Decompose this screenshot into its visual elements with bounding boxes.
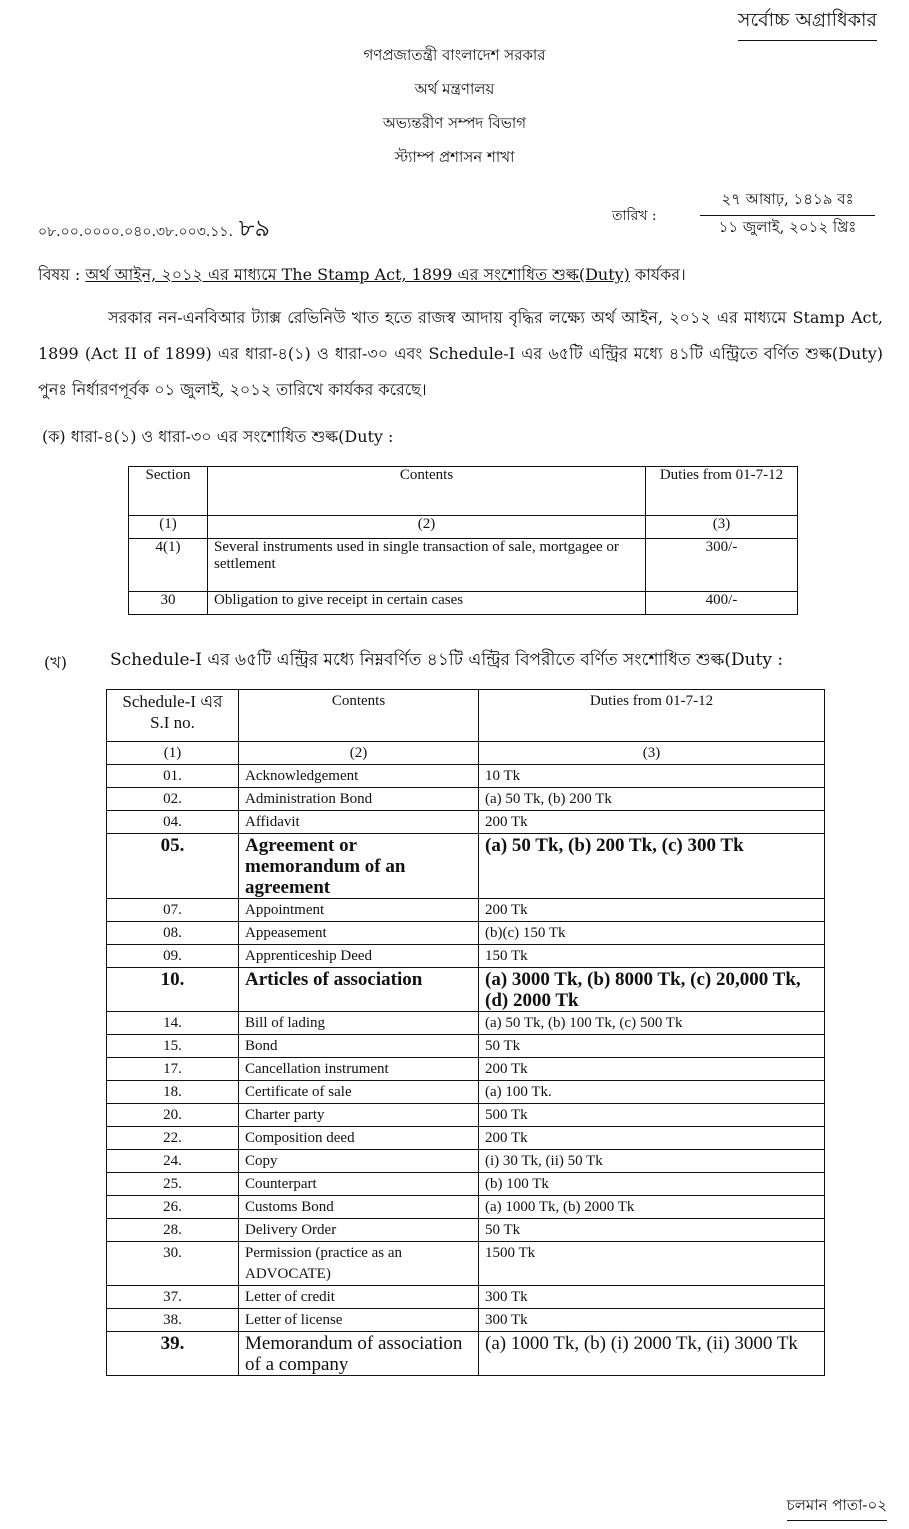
table-row [107, 1127, 825, 1150]
table-header-row [129, 467, 798, 516]
table-row [107, 811, 825, 834]
table-cell: 10 Tk [479, 765, 825, 788]
table-number-row [107, 742, 825, 765]
table-cell: Customs Bond [239, 1196, 479, 1219]
table-cell: 17. [107, 1058, 239, 1081]
table-cell: Appeasement [239, 922, 479, 945]
table-cell: (b) 100 Tk [479, 1173, 825, 1196]
table-cell: (a) 3000 Tk, (b) 8000 Tk, (c) 20,000 Tk, (d) 2000 Tk [479, 968, 825, 1012]
table-cell: Cancellation instrument [239, 1058, 479, 1081]
header-ministry: অর্থ মন্ত্রণালয় [414, 80, 495, 98]
table-row [107, 1196, 825, 1219]
table-cell: 300 Tk [479, 1286, 825, 1309]
table-cell: 200 Tk [479, 1127, 825, 1150]
table-cell: Permission (practice as an ADVOCATE) [239, 1242, 479, 1286]
table-cell: 50 Tk [479, 1035, 825, 1058]
table-cell: 15. [107, 1035, 239, 1058]
table-cell: (a) 50 Tk, (b) 100 Tk, (c) 500 Tk [479, 1012, 825, 1035]
table-header-cell: Contents [239, 690, 479, 742]
table-row [107, 899, 825, 922]
table-cell: 37. [107, 1286, 239, 1309]
table-row [107, 1058, 825, 1081]
table-cell: 10. [107, 968, 239, 1012]
table-cell: Appointment [239, 899, 479, 922]
table-row [129, 539, 798, 592]
table-row [107, 1012, 825, 1035]
table-cell: (1) [107, 742, 239, 765]
header-division: অভ্যন্তরীণ সম্পদ বিভাগ [382, 114, 527, 132]
schedule-duty-table [106, 689, 825, 1376]
table-cell: 150 Tk [479, 945, 825, 968]
table-cell: 38. [107, 1309, 239, 1332]
table-row [107, 968, 825, 1012]
table-row [129, 592, 798, 615]
table-row [107, 1173, 825, 1196]
table-cell: 200 Tk [479, 899, 825, 922]
date-bangla: ২৭ আষাঢ়, ১৪১৯ বঃ [700, 188, 875, 216]
table-cell: Delivery Order [239, 1219, 479, 1242]
table-cell: 02. [107, 788, 239, 811]
table-cell: 04. [107, 811, 239, 834]
table-cell: (a) 50 Tk, (b) 200 Tk [479, 788, 825, 811]
table-row [107, 1309, 825, 1332]
table-cell: Certificate of sale [239, 1081, 479, 1104]
table-cell: 20. [107, 1104, 239, 1127]
section-a-title: (ক) ধারা-৪(১) ও ধারা-৩০ এর সংশোধিত শুল্ক(Duty : [42, 427, 394, 446]
continuation-note: চলমান পাতা-০২ [787, 1494, 887, 1521]
table-header-cell: Schedule-I এর S.I no. [107, 690, 239, 742]
table-row [107, 834, 825, 899]
table-cell: (i) 30 Tk, (ii) 50 Tk [479, 1150, 825, 1173]
table-cell: (a) 1000 Tk, (b) (i) 2000 Tk, (ii) 3000 Tk [479, 1332, 825, 1376]
subject-label: বিষয় : [38, 265, 81, 284]
body-paragraph: সরকার নন-এনবিআর ট্যাক্স রেভিনিউ খাত হতে রাজস্ব আদায় বৃদ্ধির লক্ষ্যে অর্থ আইন, ২০১২ এর মাধ্যমে Stamp Act, 1899 (Act II of 1899) এর ধারা-৪(১) ও ধারা-৩০ এবং Schedule-I এর ৬৫টি এন্ট্রির মধ্যে ৪১টি এন্ট্রিতে বর্ণিত শুল্ক(Duty) পুনঃ নির্ধারণপূর্বক ০১ জুলাই, ২০১২ তারিখে কার্যকর করেছে। [38, 308, 883, 399]
table-cell: 30 [129, 592, 208, 615]
table-row [107, 1104, 825, 1127]
table-cell: 300/- [646, 539, 798, 592]
table-cell: 1500 Tk [479, 1242, 825, 1286]
table-cell: 09. [107, 945, 239, 968]
priority-label: সর্বোচ্চ অগ্রাধিকার [738, 6, 877, 41]
table-cell: Letter of license [239, 1309, 479, 1332]
table-header-cell: Duties from 01-7-12 [646, 467, 798, 516]
table-cell: Bill of lading [239, 1012, 479, 1035]
table-cell: Administration Bond [239, 788, 479, 811]
table-cell: (2) [239, 742, 479, 765]
table-cell: 300 Tk [479, 1309, 825, 1332]
table-cell: Counterpart [239, 1173, 479, 1196]
table-header-cell: Contents [208, 467, 646, 516]
table-cell: Letter of credit [239, 1286, 479, 1309]
table-cell: 200 Tk [479, 811, 825, 834]
table-cell: 08. [107, 922, 239, 945]
table-row [107, 945, 825, 968]
table-cell: (1) [129, 516, 208, 539]
reference-text: ০৮.০০.০০০০.০৪০.৩৮.০০৩.১১. [38, 224, 233, 240]
table-row [107, 1150, 825, 1173]
date-english: ১১ জুলাই, ২০১২ খ্রিঃ [718, 218, 857, 236]
table-row [107, 765, 825, 788]
section-duty-table [128, 466, 798, 615]
reference-sign: ৮৯ [238, 214, 271, 242]
table-cell: 26. [107, 1196, 239, 1219]
table-cell: Memorandum of association of a company [239, 1332, 479, 1376]
table-cell: (3) [646, 516, 798, 539]
table-header-row [107, 690, 825, 742]
table-cell: Bond [239, 1035, 479, 1058]
table-row [107, 788, 825, 811]
reference-number [38, 210, 270, 250]
subject-text: অর্থ আইন, ২০১২ এর মাধ্যমে The Stamp Act, 1899 এর সংশোধিত শুল্ক(Duty) [85, 265, 630, 284]
table-cell: Acknowledgement [239, 765, 479, 788]
date-label: তারিখ : [612, 208, 657, 224]
table-cell: 30. [107, 1242, 239, 1286]
table-header-cell: Section [129, 467, 208, 516]
table-cell: Articles of association [239, 968, 479, 1012]
table-row [107, 1035, 825, 1058]
table-cell: (a) 50 Tk, (b) 200 Tk, (c) 300 Tk [479, 834, 825, 899]
table-cell: 24. [107, 1150, 239, 1173]
table-cell: 4(1) [129, 539, 208, 592]
table-row [107, 1286, 825, 1309]
table-cell: Apprenticeship Deed [239, 945, 479, 968]
table-cell: 400/- [646, 592, 798, 615]
table-cell: (3) [479, 742, 825, 765]
table-cell: 22. [107, 1127, 239, 1150]
section-b-title: Schedule-I এর ৬৫টি এন্ট্রির মধ্যে নিম্নবর্ণিত ৪১টি এন্ট্রির বিপরীতে বর্ণিত সংশোধিত শুল্ক(Duty : [110, 650, 784, 670]
section-b-label: (খ) [44, 653, 67, 672]
table-cell: 07. [107, 899, 239, 922]
table-cell: Composition deed [239, 1127, 479, 1150]
table-row [107, 922, 825, 945]
table-cell: (b)(c) 150 Tk [479, 922, 825, 945]
table-cell: 200 Tk [479, 1058, 825, 1081]
table-cell: 39. [107, 1332, 239, 1376]
table-cell: 25. [107, 1173, 239, 1196]
header-branch: স্ট্যাম্প প্রশাসন শাখা [394, 148, 515, 166]
table-row [107, 1081, 825, 1104]
table-row [107, 1332, 825, 1376]
table-cell: Several instruments used in single transaction of sale, mortgagee or settlement [208, 539, 646, 592]
table-cell: 500 Tk [479, 1104, 825, 1127]
table-cell: 01. [107, 765, 239, 788]
table-cell: Affidavit [239, 811, 479, 834]
table-cell: 18. [107, 1081, 239, 1104]
table-cell: 05. [107, 834, 239, 899]
table-cell: (a) 1000 Tk, (b) 2000 Tk [479, 1196, 825, 1219]
header-government: গণপ্রজাতন্ত্রী বাংলাদেশ সরকার [363, 46, 546, 64]
table-number-row [129, 516, 798, 539]
table-row [107, 1242, 825, 1286]
table-row [107, 1219, 825, 1242]
table-cell: Obligation to give receipt in certain cases [208, 592, 646, 615]
table-cell: Copy [239, 1150, 479, 1173]
table-cell: Charter party [239, 1104, 479, 1127]
table-cell: 14. [107, 1012, 239, 1035]
table-cell: (2) [208, 516, 646, 539]
table-cell: 28. [107, 1219, 239, 1242]
subject-tail: কার্যকর। [635, 265, 686, 284]
table-cell: 50 Tk [479, 1219, 825, 1242]
subject-line [38, 262, 686, 289]
table-cell: Agreement or memorandum of an agreement [239, 834, 479, 899]
table-header-cell: Duties from 01-7-12 [479, 690, 825, 742]
table-cell: (a) 100 Tk. [479, 1081, 825, 1104]
